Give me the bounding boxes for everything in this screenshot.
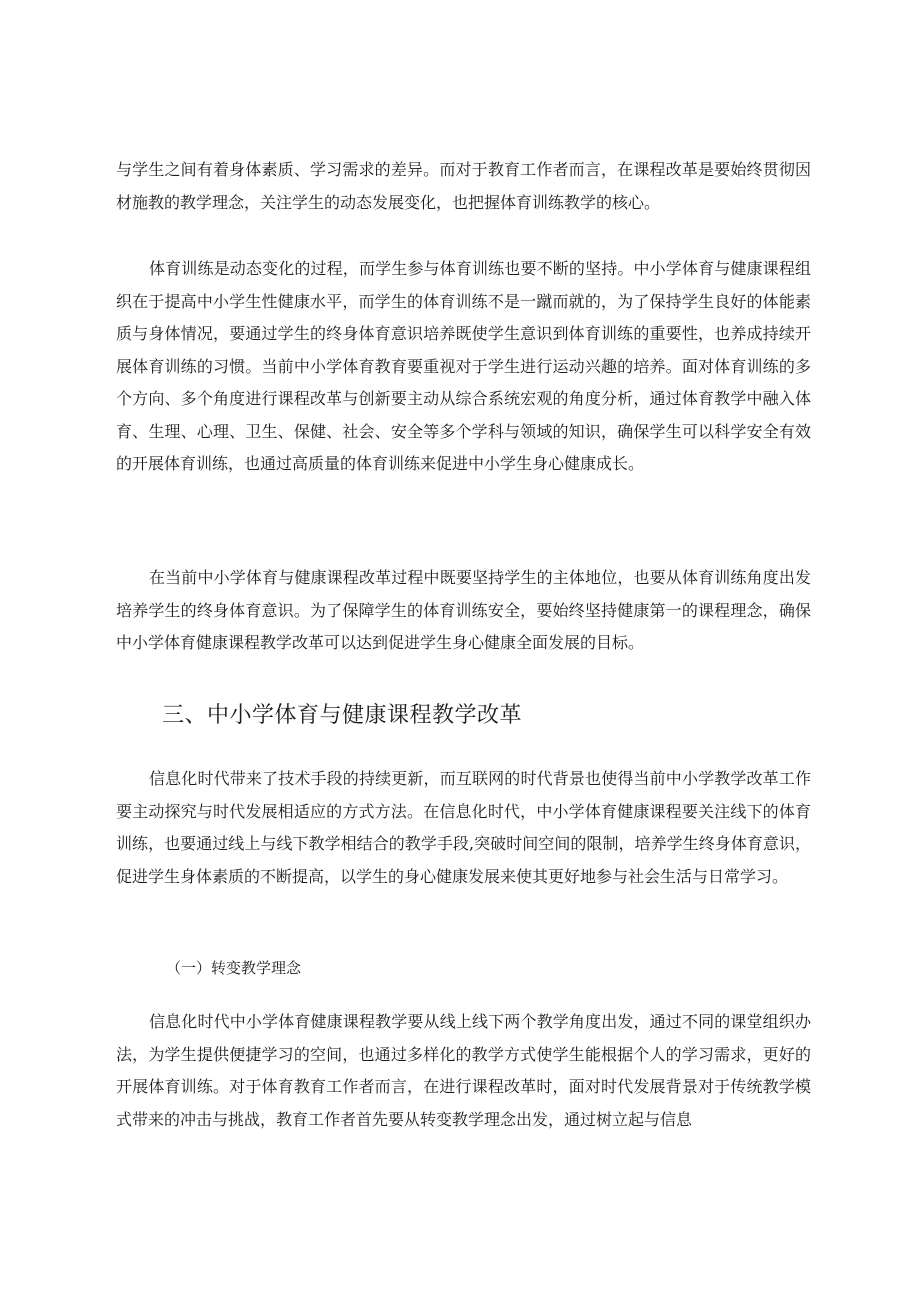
paragraph-1: 与学生之间有着身体素质、学习需求的差异。而对于教育工作者而言，在课程改革是要始终贯彻因材施教的教学理念，关注学生的动态发展变化，也把握体育训练教学的核心。 <box>116 160 811 212</box>
paragraph-2: 体育训练是动态变化的过程，而学生参与体育训练也要不断的坚持。中小学体育与健康课程组织在于提高中小学生性健康水平，而学生的体育训练不是一蹴而就的，为了保持学生良好的体能素质与身体情况，要通过学生的终身体育意识培养既使学生意识到体育训练的重要性，也养成持续开展体育训练的习惯。当前中小学体育教育要重视对于学生进行运动兴趣的培养。面对体育训练的多个方向、多个角度进行课程改革与创新要主动从综合系统宏观的角度分析，通过体育教学中融入体育、生理、心理、卫生、保健、社会、安全等多个学科与领域的知识，确保学生可以科学安全有效的开展体育训练，也通过高质量的体育训练来促进中小学生身心健康成长。 <box>116 259 811 473</box>
subsection-heading: （一）转变教学理念 <box>166 959 302 977</box>
paragraph-5: 信息化时代中小学体育健康课程教学要从线上线下两个教学角度出发，通过不同的课堂组织办法，为学生提供便捷学习的空间，也通过多样化的教学方式使学生能根据个人的学习需求，更好的开展体育训练。对于体育教育工作者而言，在进行课程改革时，面对时代发展背景对于传统教学模式带来的冲击与挑战，教育工作者首先要从转变教学理念出发，通过树立起与信息 <box>116 1012 811 1129</box>
paragraph-3: 在当前中小学体育与健康课程改革过程中既要坚持学生的主体地位，也要从体育训练角度出发培养学生的终身体育意识。为了保障学生的体育训练安全，要始终坚持健康第一的课程理念，确保中小学体育健康课程教学改革可以达到促进学生身心健康全面发展的目标。 <box>116 568 811 652</box>
paragraph-4: 信息化时代带来了技术手段的持续更新，而互联网的时代背景也使得当前中小学教学改革工作要主动探究与时代发展相适应的方式方法。在信息化时代，中小学体育健康课程要关注线下的体育训练，也要通过线上与线下教学相结合的教学手段,突破时间空间的限制，培养学生终身体育意识，促进学生身体素质的不断提高，以学生的身心健康发展来使其更好地参与社会生活与日常学习。 <box>116 769 811 886</box>
section-heading: 三、中小学体育与健康课程教学改革 <box>162 703 523 728</box>
